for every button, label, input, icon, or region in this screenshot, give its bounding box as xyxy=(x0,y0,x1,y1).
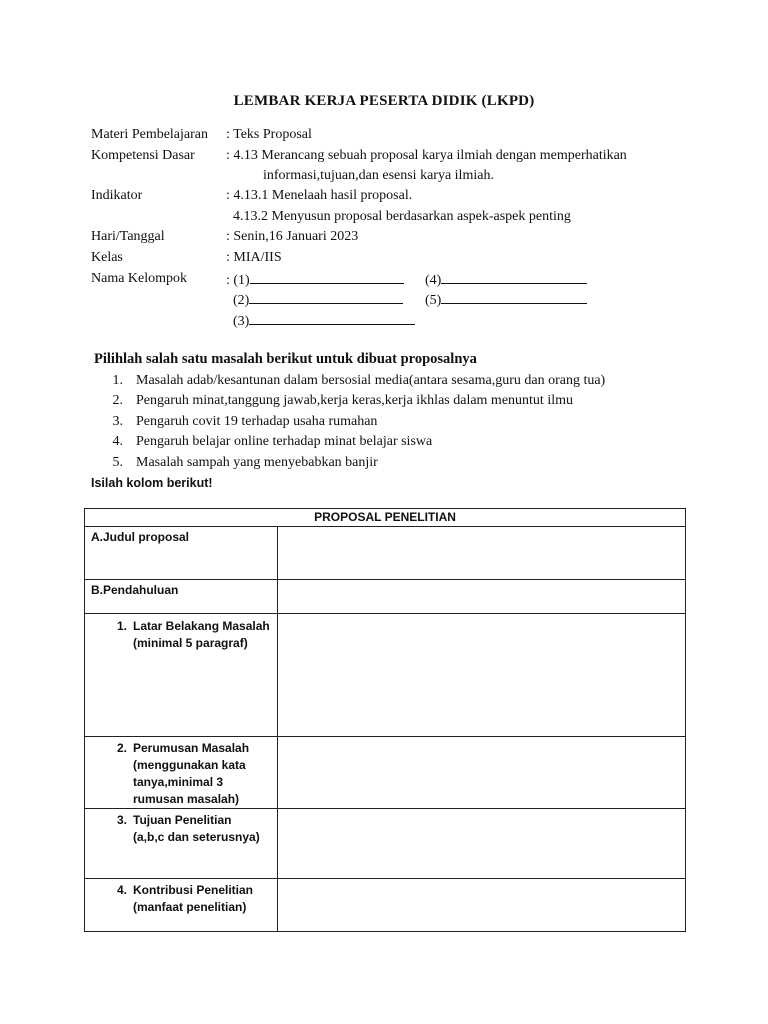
tujuan-input-cell[interactable] xyxy=(278,809,686,879)
perumusan-input-cell[interactable] xyxy=(278,737,686,809)
kompetensi-value-cont: informasi,tujuan,dan esensi karya ilmiah. xyxy=(263,168,494,183)
indikator-label: Indikator xyxy=(91,188,143,203)
kelompok-label: Nama Kelompok xyxy=(91,271,188,286)
indikator-value-2: 4.13.2 Menyusun proposal berdasarkan aspek-aspek penting xyxy=(233,209,571,224)
member-2-field[interactable]: (2) xyxy=(233,291,403,309)
kontribusi-label xyxy=(85,879,278,932)
problem-4-text: Pengaruh belajar online terhadap minat belajar siswa xyxy=(136,434,433,449)
item-3-title: Tujuan Penelitian xyxy=(133,813,232,827)
problem-2-number: 2. xyxy=(112,393,123,408)
problem-3-text: Pengaruh covit 19 terhadap usaha rumahan xyxy=(136,414,378,429)
problem-4-number: 4. xyxy=(112,434,123,449)
problem-1-text: Masalah adab/kesantunan dalam bersosial media(antara sesama,guru dan orang tua) xyxy=(136,373,606,388)
item-2-note: (menggunakan kata tanya,minimal 3 rumusan masalah) xyxy=(133,758,246,806)
item-2-title: Perumusan Masalah xyxy=(133,741,250,755)
fill-instruction: Isilah kolom berikut! xyxy=(91,476,213,490)
problem-2-text: Pengaruh minat,tanggung jawab,kerja keras,kerja ikhlas dalam menuntut ilmu xyxy=(136,393,573,408)
pendahuluan-label: B.Pendahuluan xyxy=(85,580,278,614)
judul-label: A.Judul proposal xyxy=(85,527,278,580)
indikator-value-1: : 4.13.1 Menelaah hasil proposal. xyxy=(226,188,413,203)
problem-5-text: Masalah sampah yang menyebabkan banjir xyxy=(136,455,378,470)
proposal-table xyxy=(84,508,686,932)
problem-3-number: 3. xyxy=(112,414,123,429)
materi-label: Materi Pembelajaran xyxy=(91,127,209,142)
item-3-number: 3. xyxy=(116,813,127,827)
tujuan-label xyxy=(85,809,278,879)
judul-input-cell[interactable] xyxy=(278,527,686,580)
latar-belakang-label xyxy=(85,614,278,737)
item-1-number: 1. xyxy=(116,619,127,633)
instruction-heading: Pilihlah salah satu masalah berikut untuk dibuat proposalnya xyxy=(94,351,477,367)
item-2-number: 2. xyxy=(116,741,127,755)
item-1-title: Latar Belakang Masalah xyxy=(133,619,270,633)
member-1-field[interactable]: : (1) xyxy=(226,271,404,289)
item-4-note: (manfaat penelitian) xyxy=(133,900,247,914)
kontribusi-input-cell[interactable] xyxy=(278,879,686,932)
table-header: PROPOSAL PENELITIAN xyxy=(85,509,686,527)
member-4-field[interactable]: (4) xyxy=(425,271,587,289)
item-4-title: Kontribusi Penelitian xyxy=(133,883,254,897)
kompetensi-label: Kompetensi Dasar xyxy=(91,148,195,163)
item-4-number: 4. xyxy=(116,883,127,897)
member-5-field[interactable]: (5) xyxy=(425,291,587,309)
hari-label: Hari/Tanggal xyxy=(91,229,165,244)
problem-1-number: 1. xyxy=(112,373,123,388)
pendahuluan-input-cell[interactable] xyxy=(278,580,686,614)
perumusan-label xyxy=(85,737,278,809)
item-1-note: (minimal 5 paragraf) xyxy=(133,636,248,650)
kelas-label: Kelas xyxy=(91,250,123,265)
latar-belakang-input-cell[interactable] xyxy=(278,614,686,737)
member-3-field[interactable]: (3) xyxy=(233,312,415,330)
materi-value: : Teks Proposal xyxy=(226,127,312,142)
kelas-value: : MIA/IIS xyxy=(226,250,282,265)
problem-5-number: 5. xyxy=(112,455,123,470)
document-title: LEMBAR KERJA PESERTA DIDIK (LKPD) xyxy=(233,93,535,109)
item-3-note: (a,b,c dan seterusnya) xyxy=(133,830,260,844)
kompetensi-value: : 4.13 Merancang sebuah proposal karya ilmiah dengan memperhatikan xyxy=(226,148,627,163)
hari-value: : Senin,16 Januari 2023 xyxy=(226,229,359,244)
